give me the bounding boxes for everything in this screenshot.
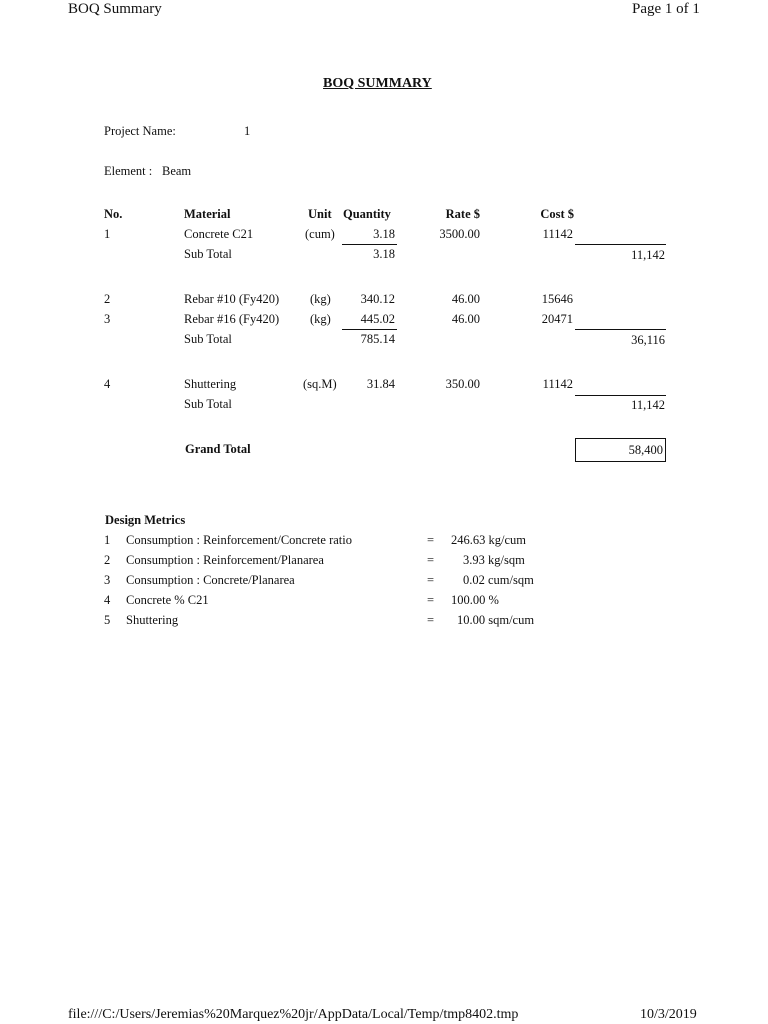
table-row-quantity: 445.02 — [360, 312, 395, 326]
col-header-material: Material — [184, 207, 231, 221]
subtotal-label: Sub Total — [184, 247, 232, 261]
table-row-material: Shuttering — [184, 377, 237, 391]
table-row-cost: 20471 — [541, 312, 573, 326]
metric-label: Consumption : Reinforcement/Concrete ratio — [126, 533, 352, 547]
subtotal-label: Sub Total — [184, 332, 232, 346]
col-header-cost: Cost $ — [540, 207, 574, 221]
metric-no: 3 — [104, 573, 111, 587]
subtotal-cost: 11,142 — [631, 248, 665, 262]
col-header-no: No. — [104, 207, 123, 221]
subtotal-quantity: 3.18 — [373, 247, 395, 261]
table-row-no: 3 — [104, 312, 111, 326]
metric-label: Consumption : Concrete/Planarea — [126, 573, 295, 587]
table-row-unit: (kg) — [310, 292, 331, 306]
metric-value: 10.00 sqm/cum — [457, 613, 535, 627]
table-row-cost: 11142 — [542, 227, 573, 241]
table-row-no: 2 — [104, 292, 111, 306]
print-date: 10/3/2019 — [640, 1007, 697, 1022]
table-row-quantity: 340.12 — [360, 292, 395, 306]
metric-no: 2 — [104, 553, 111, 567]
table-row-cost: 15646 — [541, 292, 573, 306]
table-row-no: 1 — [104, 227, 111, 241]
metric-value: 0.02 cum/sqm — [463, 573, 534, 587]
file-path: file:///C:/Users/Jeremias%20Marquez%20jr/AppData/Local/Temp/tmp8402.tmp — [68, 1007, 519, 1022]
project-name-value: 1 — [244, 124, 251, 138]
element-label: Element : — [104, 164, 153, 178]
report-title: BOQ SUMMARY — [323, 76, 432, 91]
page-header-title: BOQ Summary — [68, 1, 162, 17]
subtotal-cost: 11,142 — [631, 398, 665, 412]
cost-sum-rule — [575, 329, 666, 330]
table-row-rate: 3500.00 — [439, 227, 480, 241]
col-header-quantity: Quantity — [343, 207, 391, 221]
metric-no: 4 — [104, 593, 111, 607]
table-row-rate: 46.00 — [451, 292, 480, 306]
table-row-rate: 46.00 — [451, 312, 480, 326]
metric-label: Shuttering — [126, 613, 179, 627]
table-row-material: Rebar #16 (Fy420) — [184, 312, 280, 326]
table-row-material: Concrete C21 — [184, 227, 254, 241]
element-value: Beam — [162, 164, 192, 178]
metric-no: 5 — [104, 613, 111, 627]
metric-equals: = — [427, 593, 435, 607]
col-header-rate: Rate $ — [445, 207, 480, 221]
table-row-quantity: 31.84 — [366, 377, 395, 391]
project-name-label: Project Name: — [104, 124, 176, 138]
cost-sum-rule — [575, 395, 666, 396]
metric-no: 1 — [104, 533, 111, 547]
metric-value: 3.93 kg/sqm — [463, 553, 525, 567]
cost-sum-rule — [575, 244, 666, 245]
table-row-rate: 350.00 — [445, 377, 480, 391]
table-row-quantity: 3.18 — [373, 227, 395, 241]
table-row-unit: (kg) — [310, 312, 331, 326]
metric-equals: = — [427, 553, 435, 567]
metric-equals: = — [427, 533, 435, 547]
metric-equals: = — [427, 573, 435, 587]
grand-total-label: Grand Total — [185, 442, 251, 456]
metric-label: Concrete % C21 — [126, 593, 209, 607]
subtotal-label: Sub Total — [184, 397, 232, 411]
subtotal-cost: 36,116 — [631, 333, 665, 347]
subtotal-quantity: 785.14 — [360, 332, 395, 346]
page-number: Page 1 of 1 — [632, 1, 700, 17]
metric-value: 246.63 kg/cum — [451, 533, 526, 547]
design-metrics-title: Design Metrics — [105, 513, 186, 527]
quantity-sum-rule — [342, 329, 397, 330]
metric-equals: = — [427, 613, 435, 627]
quantity-sum-rule — [342, 244, 397, 245]
grand-total-value: 58,400 — [628, 443, 663, 457]
col-header-unit: Unit — [308, 207, 332, 221]
table-row-no: 4 — [104, 377, 111, 391]
table-row-material: Rebar #10 (Fy420) — [184, 292, 280, 306]
table-row-unit: (cum) — [305, 227, 335, 241]
table-row-cost: 11142 — [542, 377, 573, 391]
metric-label: Consumption : Reinforcement/Planarea — [126, 553, 324, 567]
metric-value: 100.00 % — [451, 593, 499, 607]
table-row-unit: (sq.M) — [303, 377, 337, 391]
